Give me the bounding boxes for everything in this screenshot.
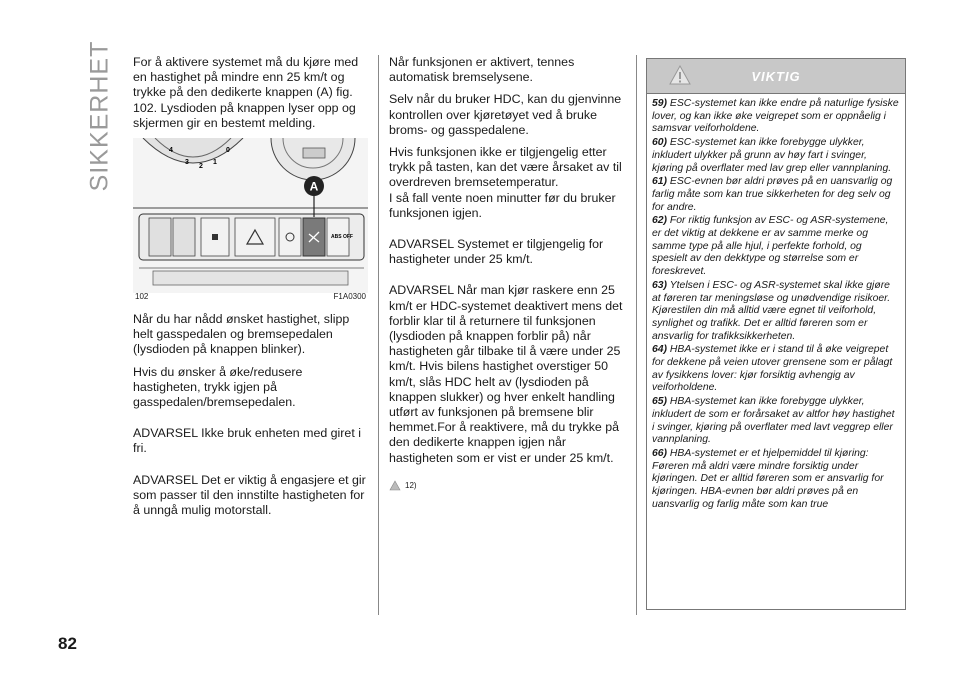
column-divider [378,55,379,615]
warning-item-number: 64) [652,344,668,356]
warning-item-text: Ytelsen i ESC- og ASR-systemet skal ikke gjøre at føreren tar meningsløse og unødvendige risikoer. Kjørestilen din må alltid være egnet til veiforhold, synlighet og trafikk. Det er alltid føreren som er ansvarlig for trafikksikkerheten. [652,279,891,342]
paragraph: ADVARSEL Når man kjør raskere enn 25 km/t er HDC-systemet deaktivert mens det forblir klar til å returnere til funksjonen (lysdioden på knappen forblir på) når hastigheten går tilbake til å være under 25 km/t. Hvis bilens hastighet overstiger 50 km/t, slås HDC helt av (lysdioden på knappen slukker) og hver enkelt handling utført av funksjonen på bremsene blir hemmet.For å reaktivere, må du trykke på den dedikerte knappen igjen når hastigheten som er vist er under 25 km/t. [389,283,623,465]
figure-102 [133,138,368,306]
warning-triangle-icon [389,480,401,491]
warning-item [652,448,899,512]
dial-mark: 4 [169,147,173,155]
paragraph: Når du har nådd ønsket hastighet, slipp helt gasspedalen og bremsepedalen (lysdioden på knappen blinker). [133,312,350,357]
warning-item-text: ESC-systemet kan ikke forebygge ulykker, inkludert ulykker på grunn av høy fart i svinger, kjøring på overflater med lav grep eller vannplaning. [652,137,892,174]
paragraph: ADVARSEL Systemet er tilgjengelig for hastigheter under 25 km/t. [389,237,604,267]
column-1 [133,55,368,525]
dial-mark: 0 [226,147,230,155]
paragraph: Når funksjonen er aktivert, tennes automatisk bremselysene. [389,55,575,85]
dial-mark: 1 [213,159,217,167]
paragraph: I så fall vente noen minutter før du bruker funksjonen igjen. [389,190,616,220]
paragraph: ADVARSEL Ikke bruk enheten med giret i fri. [133,426,361,456]
warning-item-number: 62) [652,215,668,227]
section-title: SIKKERHET [85,40,114,192]
warning-header [647,59,905,94]
dashboard-illustration [133,138,368,293]
figure-number: 102 [135,291,149,301]
warning-item [652,215,899,279]
column-divider [636,55,637,615]
warning-item [652,176,899,214]
warning-item-number: 59) [652,98,668,109]
warning-item [652,98,899,136]
warning-item-number: 65) [652,396,668,408]
reference-label: 12) [405,480,417,490]
warning-title: VIKTIG [751,69,801,84]
paragraph: ADVARSEL Det er viktig å engasjere et gir som passer til den innstilte hastigheten for å unngå mulig motorstall. [133,472,366,518]
warning-panel [646,58,906,610]
dial-mark: 3 [185,159,189,167]
warning-item-number: 60) [652,137,668,149]
dial-mark: 2 [199,163,203,171]
paragraph: Selv når du bruker HDC, kan du gjenvinne kontrollen over kjøretøyet ved å bruke broms- og gasspedalene. [389,92,622,137]
warning-item-text: For riktig funksjon av ESC- og ASR-systemene, er det viktig at dekkene er av samme merke og samme type på alle hjul, i perfekte forhold, og spesielt av den dekktype og størrelse som er foreskrevet. [652,215,889,278]
paragraph: Hvis funksjonen ikke er tilgjengelig etter trykk på tasten, kan det være årsaket av til overdreven bremsetemperatur. [389,145,622,190]
warning-item-text: ESC-systemet kan ikke endre på naturlige fysiske lover, og kan ikke øke veigrepet som er oppnåelig i samsvar veiforholdene. [652,98,899,135]
warning-item-number: 66) [652,447,668,459]
paragraph: Hvis du ønsker å øke/redusere hastigheten, trykk igjen på gasspedalen/bremsepedalen. [133,364,303,410]
warning-item-number: 61) [652,176,668,188]
warning-item-text: HBA-systemet er et hjelpemiddel til kjøring: Føreren må aldri være mindre forsiktig under kjøringen. Det er alltid føreren som er ansvarlig for kjøringen. HBA-evnen bør aldri prøves på en uansvarlig og farlig måte som kan true [652,447,884,510]
warning-item-text: HBA-systemet ikke er i stand til å øke veigrepet for dekkene på veien utover grensene som er pålagt av fysikkens lover: kjør forsiktig avhengig av veiforholdene. [652,344,893,394]
warning-item-text: HBA-systemet kan ikke forebygge ulykker, inkludert de som er forårsaket av altfor høy hastighet i svinger, kjøring på overflater med lavt veggrep eller vannplaning. [652,396,895,446]
warning-item [652,280,899,344]
lock-icon [212,234,218,240]
page-number: 82 [58,634,77,653]
warning-item [652,137,899,175]
warning-item-text: ESC-evnen bør aldri prøves på en uansvarlig og farlig måte som kan true sikkerheten for deg selv og for andre. [652,176,893,213]
callout-label: A [309,179,319,194]
figure-code: F1A0300 [333,291,366,301]
warning-item [652,396,899,447]
paragraph: For å aktivere systemet må du kjøre med en hastighet på mindre enn 25 km/t og trykke på den dedikerte knappen (A) fig. 102. Lysdioden på knappen lyser opp og skjermen gir en bestemt melding. [133,55,359,130]
reference [389,478,629,493]
warning-item [652,344,899,395]
warning-list [647,94,905,512]
column-2 [389,55,629,493]
warning-item-number: 63) [652,279,668,291]
abs-off-label: ABS OFF [331,234,353,241]
